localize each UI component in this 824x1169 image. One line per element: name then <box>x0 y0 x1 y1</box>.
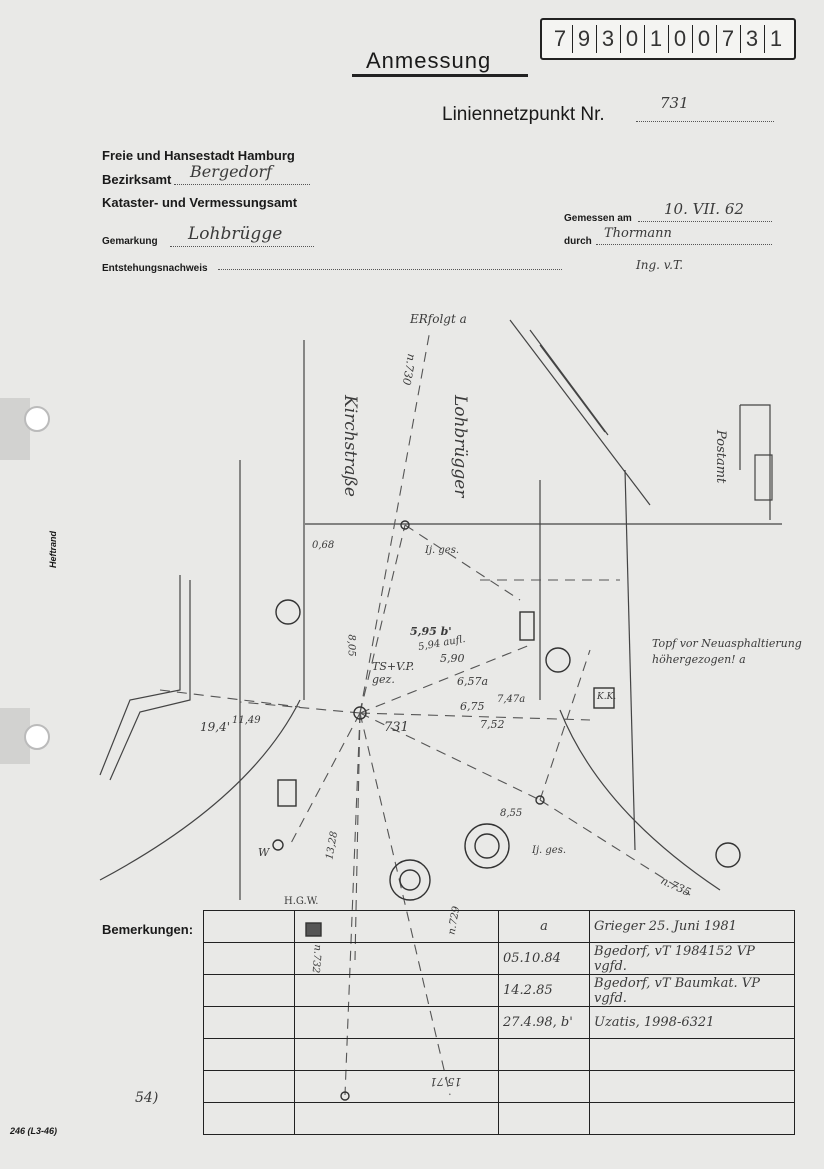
gemessen-label: Gemessen am <box>564 213 632 224</box>
sketch-n735: n.735 <box>658 873 693 900</box>
remarks-cell <box>295 975 499 1007</box>
footer-code: 246 (L3-46) <box>10 1126 58 1136</box>
form-digit: 3 <box>741 25 765 53</box>
table-row <box>204 975 795 1007</box>
point-value: 731 <box>660 94 689 112</box>
durch-label: durch <box>564 236 592 247</box>
remarks-entry: Bgedorf, vT 1984152 VP vgfd. <box>590 943 795 975</box>
gemarkung-value: Lohbrügge <box>188 224 283 244</box>
remarks-cell <box>204 1103 295 1135</box>
table-row <box>204 1039 795 1071</box>
remarks-cell <box>295 943 499 975</box>
form-digit: 7 <box>717 25 741 53</box>
remarks-cell <box>295 911 499 943</box>
page-title: Anmessung <box>366 48 492 73</box>
sketch-num-54: 54) <box>135 1090 159 1106</box>
remarks-cell <box>204 943 295 975</box>
sketch-erfolgt: ERfolgt a <box>410 312 467 326</box>
remarks-cell <box>295 1039 499 1071</box>
sketch-post: Postamt <box>713 430 728 484</box>
table-row <box>204 1007 795 1039</box>
table-row <box>204 911 795 943</box>
table-row <box>204 1103 795 1135</box>
form-digit: 0 <box>621 25 645 53</box>
entstehung-label: Entstehungsnachweis <box>102 263 208 274</box>
sketch-num: 5,94 aufl. <box>417 633 467 654</box>
table-row <box>204 943 795 975</box>
remarks-entry <box>590 1039 795 1071</box>
remarks-cell <box>295 1071 499 1103</box>
authority-line3: Kataster- und Vermessungsamt <box>102 195 298 210</box>
form-digit: 0 <box>693 25 717 53</box>
sketch-num: 11,49 <box>232 715 261 726</box>
remarks-cell <box>204 975 295 1007</box>
remarks-tag <box>499 1039 590 1071</box>
sketch-gez1: Ij. ges. <box>425 545 460 556</box>
durch-value: Thormann <box>604 226 672 241</box>
form-digit: 7 <box>549 25 573 53</box>
sketch-note: Topf vor Neuasphaltierung höhergezogen! a <box>652 637 802 666</box>
authority-line1: Freie und Hansestadt Hamburg <box>102 148 295 163</box>
remarks-entry <box>590 1103 795 1135</box>
remarks-cell <box>204 911 295 943</box>
point-label: Liniennetzpunkt Nr. <box>442 104 605 125</box>
heftrand-label: Heftrand <box>48 530 58 568</box>
remarks-entry <box>590 1071 795 1103</box>
remarks-label: Bemerkungen: <box>102 922 194 937</box>
sketch-num: 13,28 <box>324 830 341 861</box>
remarks-cell <box>204 1039 295 1071</box>
sketch-num: 5,90 <box>440 652 465 665</box>
sketch-n729: n.729 <box>446 905 463 936</box>
sketch-num: 8,05 <box>345 634 357 657</box>
remarks-entry: Bgedorf, vT Baumkat. VP vgfd. <box>590 975 795 1007</box>
remarks-table <box>203 910 795 1135</box>
form-digit: 0 <box>669 25 693 53</box>
sketch-num: 8,55 <box>500 808 523 819</box>
sketch-num: 6,57a <box>457 675 489 688</box>
table-row <box>204 1071 795 1103</box>
form-digit: 1 <box>769 26 783 51</box>
bezirksamt-label: Bezirksamt <box>102 172 172 187</box>
sketch-street2: Lohbrügger <box>450 395 470 498</box>
sketch-n730: n.730 <box>399 352 418 387</box>
bezirksamt-value: Bergedorf <box>190 162 273 181</box>
durch-sub: Ing. v.T. <box>636 258 684 272</box>
form-digit: 9 <box>573 25 597 53</box>
remarks-cell <box>204 1007 295 1039</box>
remarks-cell <box>295 1007 499 1039</box>
sketch-gez2: Ij. ges. <box>532 845 567 856</box>
remarks-cell <box>295 1103 499 1135</box>
sketch-street1: Kirchstraße <box>340 395 360 497</box>
sketch-num: 19,4' <box>200 720 231 734</box>
remarks-entry: Grieger 25. Juni 1981 <box>590 911 795 943</box>
remarks-tag: 27.4.98, b' <box>499 1007 590 1039</box>
remarks-tag: 05.10.84 <box>499 943 590 975</box>
form-digit: 3 <box>597 25 621 53</box>
sketch-num: 15,71 <box>430 1075 462 1088</box>
sketch-w: W <box>258 846 270 859</box>
gemarkung-label: Gemarkung <box>102 236 158 247</box>
remarks-entry: Uzatis, 1998-6321 <box>590 1007 795 1039</box>
form-digit: 1 <box>645 25 669 53</box>
remarks-tag <box>499 1071 590 1103</box>
remarks-tag: 14.2.85 <box>499 975 590 1007</box>
sketch-num: 7,52 <box>480 718 505 731</box>
sketch-n732: n.732 <box>309 944 323 974</box>
remarks-tag <box>499 1103 590 1135</box>
remarks-tag: a <box>499 911 590 943</box>
sketch-num: 0,68 <box>312 540 335 551</box>
gemessen-value: 10. VII. 62 <box>664 200 744 218</box>
sketch-kk: K.K. <box>597 692 617 702</box>
sketch-num: 7,47a <box>497 694 526 705</box>
sketch-num: 5,95 b' <box>410 625 452 638</box>
sketch-hgw: H.G.W. <box>284 896 319 907</box>
sketch-point-no: 731 <box>384 720 409 735</box>
remarks-cell <box>204 1071 295 1103</box>
sketch-num: 6,75 <box>460 700 485 713</box>
sketch-tsvp: TS+V.P. gez. <box>372 660 415 686</box>
